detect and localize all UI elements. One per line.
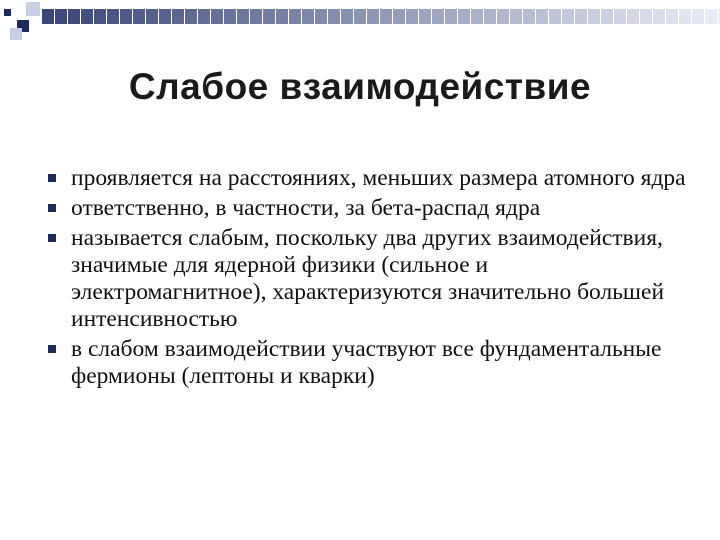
- bullet-item: [48, 225, 688, 333]
- decorative-bar-cell: [315, 9, 328, 24]
- decorative-bar-cell: [627, 9, 640, 24]
- decorative-bar-cell: [588, 9, 601, 24]
- decorative-square: [10, 28, 22, 40]
- bullet-list: [48, 165, 688, 393]
- decorative-bar-cell: [653, 9, 666, 24]
- bullet-text: ответственно, в частности, за бета-распад ядра: [71, 195, 541, 221]
- decorative-bar-cell: [471, 9, 484, 24]
- decorative-bar-cell: [497, 9, 510, 24]
- decorative-bar-cell: [159, 9, 172, 24]
- decorative-bar-cell: [133, 9, 146, 24]
- decorative-bar-cell: [692, 9, 705, 24]
- decorative-bar-cell: [107, 9, 120, 24]
- decorative-bar-cell: [172, 9, 185, 24]
- bullet-item: [48, 165, 688, 192]
- decorative-bar-cell: [679, 9, 692, 24]
- bullet-text: проявляется на расстояниях, меньших размера атомного ядра: [71, 165, 686, 191]
- decorative-bar-cell: [276, 9, 289, 24]
- decorative-square: [4, 9, 11, 16]
- decorative-bar-cell: [484, 9, 497, 24]
- decorative-bar-cell: [705, 9, 718, 24]
- decorative-bar-cell: [562, 9, 575, 24]
- decorative-bar-cell: [302, 9, 315, 24]
- decorative-bar-cell: [250, 9, 263, 24]
- decorative-bar-cell: [523, 9, 536, 24]
- square-bullet-icon: [48, 204, 56, 212]
- decorative-bar-cell: [510, 9, 523, 24]
- decorative-bar-cell: [601, 9, 614, 24]
- decorative-bar-cell: [393, 9, 406, 24]
- bullet-item: [48, 195, 688, 222]
- bullet-text: в слабом взаимодействии участвуют все фундаментальные фермионы (лептоны и кварки): [71, 336, 662, 389]
- decorative-bar-cell: [81, 9, 94, 24]
- square-bullet-icon: [48, 174, 56, 182]
- decorative-square: [26, 2, 40, 16]
- square-bullet-icon: [48, 234, 56, 242]
- decorative-bar-cell: [42, 9, 55, 24]
- decorative-bar-cell: [185, 9, 198, 24]
- decorative-bar-cell: [640, 9, 653, 24]
- decorative-bar-cell: [432, 9, 445, 24]
- decorative-bar-cell: [94, 9, 107, 24]
- decorative-bar-cell: [341, 9, 354, 24]
- decorative-bar-cell: [68, 9, 81, 24]
- decorative-bar-cell: [211, 9, 224, 24]
- decorative-bar-cell: [55, 9, 68, 24]
- decorative-bar-cell: [445, 9, 458, 24]
- decorative-bar-cell: [237, 9, 250, 24]
- decorative-bar-cell: [198, 9, 211, 24]
- decorative-bar-cell: [666, 9, 679, 24]
- decorative-bar-cell: [120, 9, 133, 24]
- decorative-bar-cell: [549, 9, 562, 24]
- decorative-bar-cell: [575, 9, 588, 24]
- bullet-text: называется слабым, поскольку два других взаимодействия, значимые для ядерной физики (сильное и электромагнитное), характеризуются значительно большей интенсивностью: [71, 225, 665, 332]
- decorative-bar-cell: [536, 9, 549, 24]
- decorative-bar-cell: [406, 9, 419, 24]
- decorative-bar-cell: [224, 9, 237, 24]
- slide-title: Слабое взаимодействие: [128, 66, 592, 107]
- decorative-bar-cell: [328, 9, 341, 24]
- decorative-bar-cell: [146, 9, 159, 24]
- decorative-bar-cell: [419, 9, 432, 24]
- bullet-item: [48, 336, 688, 390]
- decorative-bar-cell: [614, 9, 627, 24]
- decorative-square: [30, 24, 36, 30]
- square-bullet-icon: [48, 345, 56, 353]
- decorative-bar-cell: [289, 9, 302, 24]
- decorative-top-bar: [42, 9, 720, 24]
- decorative-bar-cell: [367, 9, 380, 24]
- decorative-bar-cell: [354, 9, 367, 24]
- decorative-bar-cell: [458, 9, 471, 24]
- decorative-bar-cell: [263, 9, 276, 24]
- decorative-bar-cell: [380, 9, 393, 24]
